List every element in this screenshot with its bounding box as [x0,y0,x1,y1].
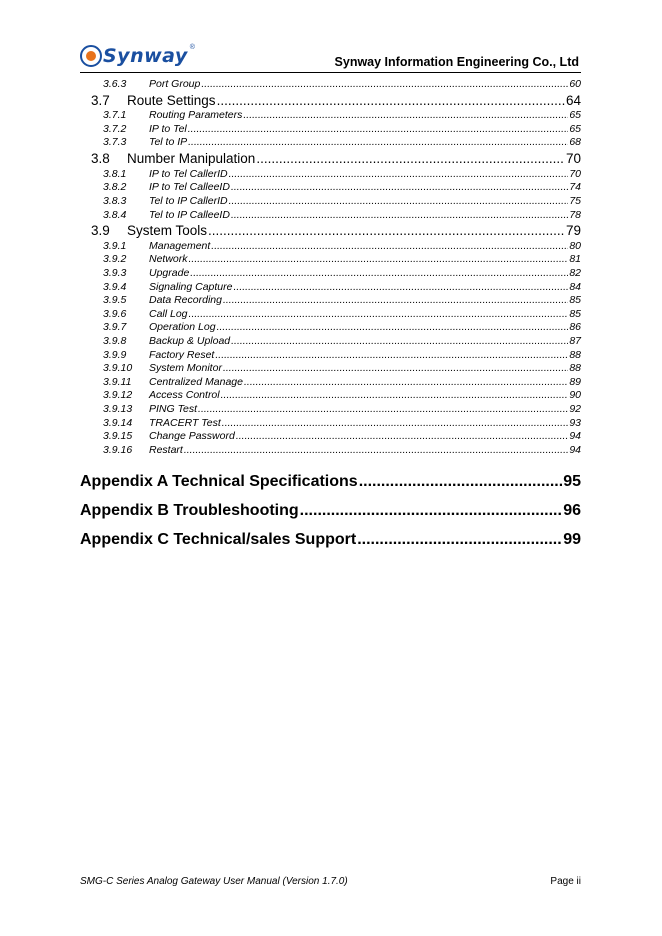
footer-manual-title: SMG-C Series Analog Gateway User Manual (Version 1.7.0) [80,876,348,887]
toc-entry[interactable] [80,209,581,223]
toc-dot-leader [233,281,568,295]
toc-entry-title: Signaling Capture [149,280,233,293]
toc-entry[interactable] [80,467,581,496]
toc-entry[interactable] [80,321,581,335]
toc-entry-page: 94 [569,430,581,443]
toc-entry-page: 85 [569,294,581,307]
toc-entry-number: 3.8.3 [103,194,127,207]
toc-dot-leader [184,444,568,458]
logo-text: Synway [103,44,188,67]
toc-entry-number: 3.9.7 [103,321,127,334]
toc-entry-number: 3.9.11 [103,375,132,388]
toc-entry-title: Management [149,239,211,252]
toc-entry-page: 99 [563,531,581,549]
toc-entry-page: 90 [569,389,581,402]
toc-entry[interactable] [80,403,581,417]
toc-dot-leader [215,349,568,363]
toc-entry-page: 96 [563,502,581,520]
toc-entry-title: Change Password [149,430,235,443]
toc-entry-title: Access Control [149,389,220,402]
toc-entry-title: IP to Tel CalleeID [149,181,230,194]
toc-dot-leader [211,240,568,254]
toc-dot-leader [190,267,568,281]
toc-entry-title: Data Recording [149,294,222,307]
toc-entry-page: 85 [569,307,581,320]
toc-dot-leader [188,123,569,137]
toc-entry-page: 60 [569,78,581,90]
toc-dot-leader [359,467,563,496]
toc-entry-number: 3.7 [91,92,110,108]
toc-dot-leader [231,335,568,349]
toc-dot-leader [300,496,563,525]
toc-entry-title: System Tools [127,223,208,239]
toc-dot-leader [244,376,568,390]
toc-entry-number: 3.9.13 [103,402,133,415]
toc-entry[interactable] [80,136,581,150]
toc-entry-page: 94 [569,443,581,456]
toc-entry-title: Appendix C Technical/sales Support [80,531,357,549]
toc-entry[interactable] [80,195,581,209]
toc-entry[interactable] [80,294,581,308]
toc-entry-page: 79 [565,223,581,239]
toc-entry-number: 3.7.2 [103,122,127,135]
toc-dot-leader [256,150,565,168]
toc-entry[interactable] [80,496,581,525]
toc-entry[interactable] [80,417,581,431]
toc-entry[interactable] [80,430,581,444]
toc-entry-page: 89 [569,375,581,388]
toc-dot-leader [229,168,569,182]
toc-entry-title: PING Test [149,402,198,415]
toc-dot-leader [357,525,562,554]
toc-entry[interactable] [80,267,581,281]
toc-dot-leader [223,362,568,376]
toc-entry[interactable] [80,253,581,267]
toc-entry-page: 80 [569,239,581,252]
toc-entry-number: 3.9.14 [103,416,133,429]
toc-entry-title: Tel to IP [149,136,188,149]
toc-dot-leader [223,294,568,308]
toc-entry-title: IP to Tel CallerID [149,167,228,180]
toc-dot-leader [217,92,565,110]
toc-dot-leader [189,308,569,322]
toc-entry-number: 3.9.5 [103,294,127,307]
toc-entry-page: 75 [569,194,581,207]
toc-dot-leader [231,209,568,223]
toc-entry[interactable] [80,109,581,123]
toc-entry-number: 3.7.1 [103,109,127,122]
toc-entry-page: 87 [569,334,581,347]
toc-entry-page: 78 [569,208,581,221]
toc-entry-page: 95 [563,473,581,491]
toc-dot-leader [208,222,565,240]
toc-entry-title: Number Manipulation [127,151,256,167]
toc-entry-number: 3.9.6 [103,307,127,320]
toc-entry-number: 3.9.1 [103,239,127,252]
toc-entry[interactable] [80,240,581,254]
toc-entry[interactable] [80,308,581,322]
toc-entry-number: 3.9.12 [103,389,133,402]
toc-entry-page: 93 [569,416,581,429]
toc-entry-number: 3.9.10 [103,362,133,375]
toc-entry-page: 70 [565,151,581,167]
toc-entry[interactable] [80,389,581,403]
toc-entry-title: Call Log [149,307,188,320]
toc-dot-leader [243,109,568,123]
toc-dot-leader [189,253,569,267]
toc-entry-title: Appendix B Troubleshooting [80,502,299,520]
toc-entry-title: Route Settings [127,92,216,108]
toc-entry-title: Port Group [149,78,201,90]
toc-entry-number: 3.9.15 [103,430,133,443]
toc-entry-page: 70 [569,167,581,180]
toc-entry-page: 84 [569,280,581,293]
page-header [80,42,581,73]
toc-entry-title: Restart [149,443,183,456]
appendix-entries [80,467,581,554]
synway-logo [80,44,195,68]
toc-dot-leader [231,181,568,195]
toc-entry-title: Tel to IP CallerID [149,194,228,207]
toc-entry-number: 3.9.2 [103,253,127,266]
toc-entry-page: 74 [569,181,581,194]
toc-dot-leader [221,389,569,403]
toc-entry-number: 3.9.16 [103,443,133,456]
toc-entry-title: IP to Tel [149,122,187,135]
company-name: Synway Information Engineering Co., Ltd [334,55,579,69]
toc-entry-page: 92 [569,402,581,415]
toc-entry-number: 3.7.3 [103,136,127,149]
footer-page-number: Page ii [550,876,581,887]
registered-mark: ® [189,44,195,51]
toc-entry-number: 3.8 [91,151,110,167]
toc-entry-page: 81 [569,253,581,266]
toc-entry[interactable] [80,525,581,554]
toc-entry-title: Backup & Upload [149,334,231,347]
toc-entry-title: System Monitor [149,362,222,375]
toc-entry[interactable] [80,123,581,137]
toc-entry-title: Centralized Manage [149,375,243,388]
toc-entry-page: 65 [569,109,581,122]
toc-entry-page: 86 [569,321,581,334]
toc-dot-leader [229,195,569,209]
toc-entry-title: Tel to IP CalleeID [149,208,230,221]
toc-entry-page: 82 [569,267,581,279]
toc-entry-page: 68 [569,136,581,149]
toc-entry-page: 64 [565,92,581,108]
toc-entry[interactable] [80,362,581,376]
toc-entry[interactable] [80,222,581,240]
toc-entry-number: 3.9.3 [103,267,127,279]
toc-entry-number: 3.6.3 [103,78,127,90]
toc-entry[interactable] [80,92,581,110]
logo-mark-icon [80,45,102,67]
toc-entry-title: Routing Parameters [149,109,243,122]
toc-entry[interactable] [80,349,581,363]
toc-dot-leader [236,430,569,444]
toc-entry-number: 3.9.8 [103,334,127,347]
toc-entry-number: 3.8.1 [103,167,127,180]
toc-entry[interactable] [80,376,581,390]
toc-entry[interactable] [80,150,581,168]
toc-entry-title: Factory Reset [149,348,215,361]
toc-entry-number: 3.8.2 [103,181,127,194]
toc-entry[interactable] [80,168,581,182]
toc-entry-number: 3.8.4 [103,208,127,221]
toc-dot-leader [222,417,569,431]
toc-dot-leader [201,78,568,92]
toc-entry-title: Upgrade [149,267,190,279]
toc-entry-page: 88 [569,362,581,375]
toc-entry-page: 88 [569,348,581,361]
toc-entries [80,78,581,457]
toc-entry[interactable] [80,78,581,92]
toc-entry[interactable] [80,181,581,195]
toc-entry[interactable] [80,335,581,349]
toc-entry-page: 65 [569,122,581,135]
toc-entry-title: Operation Log [149,321,216,334]
toc-entry-title: Network [149,253,188,266]
toc-dot-leader [188,136,568,150]
toc-entry-number: 3.9.4 [103,280,127,293]
toc-entry-number: 3.9 [91,223,110,239]
toc-entry-title: TRACERT Test [149,416,221,429]
toc-entry-number: 3.9.9 [103,348,127,361]
toc-entry-title: Appendix A Technical Specifications [80,473,358,491]
table-of-contents [80,78,581,554]
toc-entry[interactable] [80,444,581,458]
toc-entry[interactable] [80,281,581,295]
toc-dot-leader [217,321,569,335]
toc-dot-leader [198,403,568,417]
